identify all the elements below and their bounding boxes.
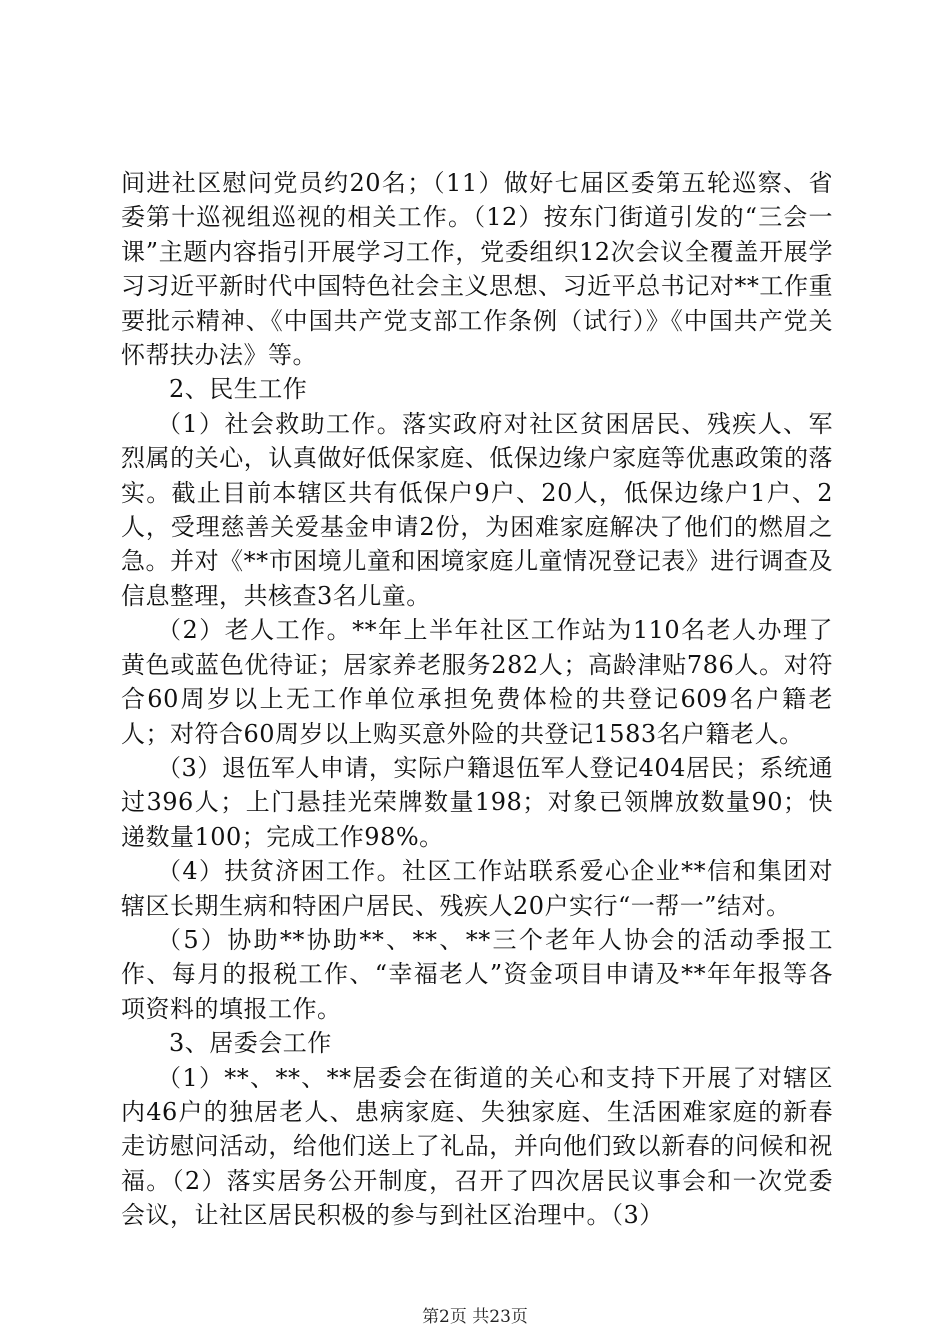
section-heading-residents-committee: 3、居委会工作: [169, 1029, 332, 1058]
paragraph-veterans: （3）退伍军人申请，实际户籍退伍军人登记404居民；系统通过396人；上门悬挂光荣牌数量198；对象已领牌放数量90；快递数量100；完成工作98%。: [121, 753, 833, 851]
paragraph-social-assistance: （1）社会救助工作。落实政府对社区贫困居民、残疾人、军烈属的关心，认真做好低保家庭、低保边缘户家庭等优惠政策的落实。截止目前本辖区共有低保户9户、20人，低保边缘户1户、2人，受理慈善关爱基金申请2份，为困难家庭解决了他们的燃眉之急。并对《**市困境儿童和困境家庭儿童情况登记表》进行调查及信息整理，共核查3名儿童。: [121, 409, 833, 610]
paragraph-poverty-relief: （4）扶贫济困工作。社区工作站联系爱心企业**信和集团对辖区长期生病和特困户居民、残疾人20户实行“一帮一”结对。: [121, 857, 833, 920]
page-footer: 第2页 共23页: [422, 1307, 528, 1327]
section-heading-livelihood: 2、民生工作: [169, 375, 308, 404]
paragraph-elderly-work: （2）老人工作。**年上半年社区工作站为110名老人办理了黄色或蓝色优待证；居家养老服务282人；高龄津贴786人。对符合60周岁以上无工作单位承担免费体检的共登记609名户籍老人；对符合60周岁以上购买意外险的共登记1583名户籍老人。: [121, 616, 833, 748]
paragraph-party-work-cont: 间进社区慰问党员约20名；（11）做好七届区委第五轮巡察、省委第十巡视组巡视的相关工作。（12）按东门街道引发的“三会一课”主题内容指引开展学习工作，党委组织12次会议全覆盖开展学习习近平新时代中国特色社会主义思想、习近平总书记对**工作重要批示精神、《中国共产党支部工作条例（试行）》《中国共产党关怀帮扶办法》等。: [121, 169, 833, 370]
paragraph-elderly-associations: （5）协助**协助**、**、**三个老年人协会的活动季报工作、每月的报税工作、“幸福老人”资金项目申请及**年年报等各项资料的填报工作。: [121, 925, 833, 1023]
paragraph-residents-committee: （1）**、**、**居委会在街道的关心和支持下开展了对辖区内46户的独居老人、患病家庭、失独家庭、生活困难家庭的新春走访慰问活动，给他们送上了礼品，并向他们致以新春的问候和祝福。（2）落实居务公开制度，召开了四次居民议事会和一次党委会议，让社区居民积极的参与到社区治理中。（3）: [121, 1063, 833, 1230]
document-body: [121, 166, 833, 1233]
